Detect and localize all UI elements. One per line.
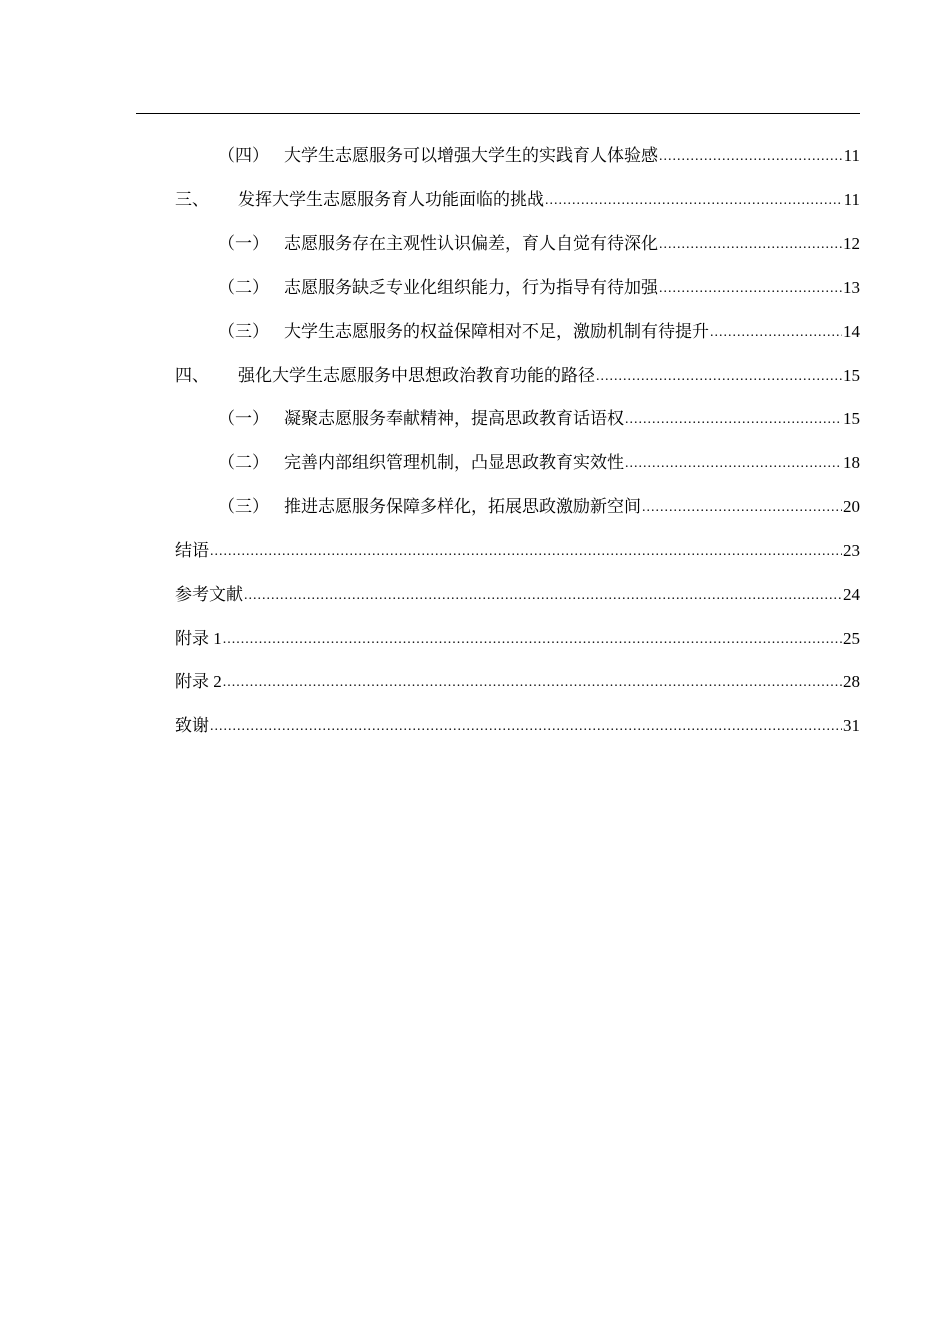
- toc-entry-page: 11: [843, 146, 860, 165]
- toc-entry-page: 15: [843, 409, 860, 428]
- toc-entry[interactable]: [175, 624, 860, 650]
- toc-entry-page: 24: [843, 585, 860, 604]
- toc-entry-page: 11: [843, 190, 860, 209]
- toc-entry-number: （三）: [218, 322, 269, 341]
- toc-entry-title: 发挥大学生志愿服务育人功能面临的挑战: [238, 190, 544, 209]
- toc-entry-title: 附录 2: [175, 672, 222, 691]
- toc-entry-page: 28: [843, 672, 860, 691]
- toc-entry-page: 13: [843, 278, 860, 297]
- toc-entry[interactable]: [175, 667, 860, 693]
- toc-dot-leader: [596, 367, 842, 387]
- toc-dot-leader: [710, 323, 842, 343]
- toc-entry-number: （二）: [218, 453, 269, 472]
- toc-dot-leader: [210, 542, 842, 562]
- toc-dot-leader: [659, 235, 842, 255]
- toc-entry[interactable]: [175, 711, 860, 737]
- toc-entry-page: 31: [843, 716, 860, 735]
- toc-entry[interactable]: [175, 361, 860, 387]
- toc-entry-title: 致谢: [175, 716, 209, 735]
- toc-entry[interactable]: [218, 317, 860, 343]
- toc-entry-page: 25: [843, 629, 860, 648]
- toc-entry-title: 凝聚志愿服务奉献精神，提高思政教育话语权: [284, 409, 624, 428]
- toc-dot-leader: [625, 410, 842, 430]
- toc-entry-number: （三）: [218, 497, 269, 516]
- toc-entry-page: 12: [843, 234, 860, 253]
- toc-entry-number: （一）: [218, 234, 269, 253]
- toc-entry-title: 志愿服务存在主观性认识偏差，育人自觉有待深化: [284, 234, 658, 253]
- toc-entry-page: 23: [843, 541, 860, 560]
- toc-entry-number: （四）: [218, 146, 269, 165]
- toc-entry-title: 大学生志愿服务的权益保障相对不足，激励机制有待提升: [284, 322, 709, 341]
- toc-entry-title: 推进志愿服务保障多样化，拓展思政激励新空间: [284, 497, 641, 516]
- toc-entry-number: 三、: [175, 190, 209, 209]
- toc-entry[interactable]: [218, 273, 860, 299]
- toc-entry[interactable]: [218, 404, 860, 430]
- toc-dot-leader: [625, 454, 842, 474]
- toc-entry-title: 附录 1: [175, 629, 222, 648]
- toc-entry[interactable]: [175, 185, 860, 211]
- toc-dot-leader: [210, 717, 842, 737]
- toc-dot-leader: [545, 191, 843, 211]
- toc-entry[interactable]: [218, 492, 860, 518]
- toc-dot-leader: [244, 586, 842, 606]
- toc-dot-leader: [223, 630, 842, 650]
- toc-entry[interactable]: [175, 580, 860, 606]
- toc-entry-number: （二）: [218, 278, 269, 297]
- toc-dot-leader: [659, 147, 843, 167]
- header-rule: [136, 113, 860, 114]
- toc-entry-title: 结语: [175, 541, 209, 560]
- toc-dot-leader: [642, 498, 842, 518]
- toc-entry[interactable]: [218, 448, 860, 474]
- toc-entry-page: 15: [843, 366, 860, 385]
- toc-dot-leader: [659, 279, 842, 299]
- toc-entry-number: （一）: [218, 409, 269, 428]
- toc-entry-title: 完善内部组织管理机制，凸显思政教育实效性: [284, 453, 624, 472]
- toc-entry-page: 14: [843, 322, 860, 341]
- toc-entry[interactable]: [175, 536, 860, 562]
- toc-entry-title: 参考文献: [175, 585, 243, 604]
- toc-entry[interactable]: [218, 229, 860, 255]
- toc-dot-leader: [223, 673, 842, 693]
- toc-entry-title: 强化大学生志愿服务中思想政治教育功能的路径: [238, 366, 595, 385]
- toc-entry-title: 大学生志愿服务可以增强大学生的实践育人体验感: [284, 146, 658, 165]
- toc-entry-title: 志愿服务缺乏专业化组织能力，行为指导有待加强: [284, 278, 658, 297]
- toc-entry[interactable]: [218, 141, 860, 167]
- toc-entry-page: 20: [843, 497, 860, 516]
- toc-entry-page: 18: [843, 453, 860, 472]
- toc-entry-number: 四、: [175, 366, 209, 385]
